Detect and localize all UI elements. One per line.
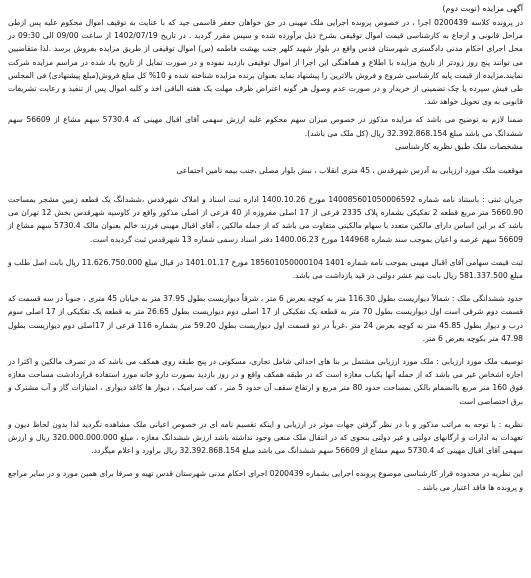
description-paragraph: توصیف ملک مورد ارزیابی : ملک مورد ارزیابی مشتمل بر بنا های احداثی شامل تجاری، مسکونی در پنج طبقه روی همکف می باشد که در تصرف مالکین و اکثرا در اجاره اشخاص غیر می باشد که از جمله آنها بکباب مغازه است که در طبقه همکف واقع و در روز بازدید بصورت دارو خانه مورد استفاده قراردادشت مساحت مغازه فوق 160 متر مربع باانضمام بالکن بمساحت حدود 80 متر مربع و ارتفاع سقف آن حدود 5 متر ، کف سرامیک ، دیوار ها کاغذ دیواری ، امتیازات گاز و آب مشترک و برق اختصاصی است	[8, 357, 523, 406]
location-paragraph: موقعیت ملک مورد ارزیابی به آدرس شهرقدس ، 45 متری انقلاب ، نبش بلوار مصلی ،جنب بیمه تامین اجتماعی	[176, 165, 523, 175]
intro-paragraph: در پرونده کلاسه 0200439 اجرا ، در خصوص پرونده اجرایی ملک مهینی در حق خواهان جعفر قاسمی جید که با عنایت به توقیف اموال محکوم علیه پس ازطی مراحل قانونی و ارجاع به کارشناسی قیمت اموال توقیفی بشرح ذیل برآورده شده و سپس مقرر گردید . در تاریخ 1402/07/19 از ساعت 09/00 الی 09:30 در محل اجرای احکام مدنی دادگستری شهرستان قدس واقع در بلوار شهید کلهر جنب بهشت فاطمه (س) اموال توقیفی از طریق مزایده بفروش برسد .لذا متقاضیین می توانند پنج روز زودتر از تاریخ مزایده با اطلاع و هماهنگی این اجرا از اموال توقیفی بازدید نموده و در صورت تمایل از تاریخ یاد شده در مراسم مزایده شرکت نمایند.مزایده از قیمت پایه کارشناسی شروع و فروش بالاترین را پیشنهاد نماید بعنوان برنده مزایده شناخته شده و 10% کل مبلغ فروش(مبلغ پیشنهادی) فی المجلس طی فیش سپرده یا چک تضمینی از خریدار و در صورت عدم وصول هر گونه اعتراض ظرف مهلت یک هفته الباقی اخذ و کلیه اموال پس از تنفیذ و رعایت تشریفات قانونی به وی تحویل خواهد شد.	[8, 18, 524, 107]
tax-paragraph: ثبت قیمت سهامی آقای اقبال مهینی بموجب نامه شماره 1401 185601050000104 مورخ 1401.01.17 در قبال مبلغ 11.626.750.000 ریال بابت اصل طلب و مبلغ 581.337.500 ریال بابت نیم عشر دولتی در قید بازداشت می باشد.	[8, 257, 523, 281]
share-note-paragraph: ضمنا لازم به توضیح می باشد که مزایده مذکور در خصوص میزان سهم محکوم علیه ارزش سهمی آقای اقبال مهینی که 5730.4 سهم مشاع از 56609 سهم ششدانگ می باشد مبلغ 32.392.868.154 ریال (کل ملک می باشد).	[8, 115, 523, 138]
valuation-paragraph: نظریه : با توجه به مراتب مذکور و با در نظر گرفتن جهات موثر در ارزیابی و اینکه تقسیم نامه ای در خصوص اعیانی ملک مشاهده نگردید لذا بدون لحاظ دیون و تعهدات به ادارات و ارگانهای دولتی و غیر دولتی بنحوی که در انتقال ملک منعی وجود نداشته باشد ارزش ششدانگ مغازه ، مبلغ 320.000.000.000 ریال و ارزش سهمی آقای اقبال مهینی که 5730.4 سهم مشاع از 56609 سهم ششدانگ می باشد مبلغ 32.392.868.154 ریال براورد و اعلام میگردد.	[8, 419, 523, 456]
spec-heading: مشخصات ملک طبق نظریه کارشناسی	[395, 141, 523, 151]
bounds-paragraph: حدود ششدانگی ملک : شمالاً دیواریست بطول 116.30 متر به کوچه بعرض 6 متر ، شرقاً دیواریست بطول 37.95 متر به خیابان 45 متری ، جنوباً در سه قسمت که قسمت دوم شرقی است اول دیواریست بطول 70 متر به قطعه یک تفکیکی از 17 اصلی دوم دیواریست بطول 26.65 متر به قطعه یک تفکیکی از 17 اصلی سوم درب و دیوار بطول 45.85 متر به کوچه بعرض 24 متر ،غرباً در دو قسمت اول دیواریست بطول 59.20 متر بشماره 116 فرعی از 17اصلی دوم دیواریست بطول 47.98 متر بکوچه بعرض 6 متر.	[8, 294, 524, 343]
notice-title: آگهی مزایده (نوبت دوم)	[442, 4, 523, 13]
registry-paragraph: جریان ثبتی : باستناد نامه شماره 140085601050006592 مورخ 1400.10.26 اداره ثبت اسناد و املاک شهرقدس ،ششدانگ یک قطعه زمین مشجر بمساحت 5660.90 متر مربع قطعه 2 تفکیکی بشماره پلاک 2335 فرعی از 17 اصلی مفروزه از 40 فرعی از اصلی مذکور واقع در کاوسیه شهرقدس بخش 12 تهران می باشد که بر این اساس دارای مالکین متعدد با سهام مالکیتی متفاوت می باشد که از جمله مالکین ، آقای اقبال مهینی فرزند خالم بعنوان مالک 5730.4 سهم مشاع از 56609 سهم عرصه و اعیان بموجب سند شماره 144968 مورخ 1400.06.23 دفتر اسناد رسمی شماره 13 شهرقدس ثبت گردیده است.	[8, 195, 524, 244]
closing-paragraph: این نظریه در محدوده قرار کارشناسی موضوع پرونده اجرایی بشماره 0200439 اجرای احکام مدنی شهرستان قدس تهیه و صرفا برای همین مورد و در سایر مراجع و پرونده ها فاقد اعتبار می باشد .	[8, 469, 523, 492]
